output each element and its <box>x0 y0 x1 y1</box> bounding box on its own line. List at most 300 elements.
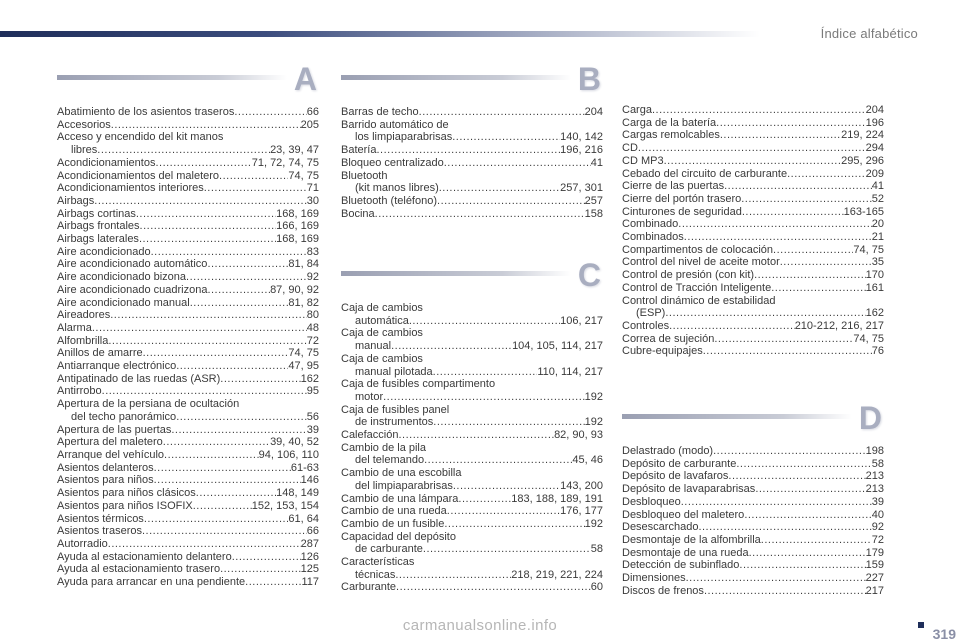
entry-term: los limpiaparabrisas <box>355 131 453 144</box>
index-entry <box>341 144 603 157</box>
entry-pages: 294 <box>865 142 884 155</box>
index-list-b <box>341 106 603 220</box>
section-b <box>341 61 603 220</box>
section-a <box>57 61 319 589</box>
index-entry-line <box>622 218 884 231</box>
entry-term: Cambio de una lámpara <box>341 492 459 505</box>
leader-dots <box>204 182 307 195</box>
entry-term: Depósito de lavafaros <box>622 470 729 483</box>
leader-dots <box>771 282 865 295</box>
index-entry <box>57 385 319 398</box>
entry-pages: 168, 169 <box>276 207 319 220</box>
index-entry-line <box>622 320 884 333</box>
leader-dots <box>171 424 306 437</box>
leader-dots <box>749 547 866 560</box>
entry-term: Cambio de una escobilla <box>341 467 462 480</box>
index-entry-line <box>622 295 884 308</box>
leader-dots <box>444 518 584 531</box>
leader-dots <box>97 144 270 157</box>
index-entry <box>57 284 319 297</box>
index-entry <box>622 547 884 560</box>
index-entry-line <box>57 208 319 221</box>
leader-dots <box>92 322 307 335</box>
index-entry <box>622 129 884 142</box>
index-entry <box>57 297 319 310</box>
entry-pages: 21 <box>871 231 884 244</box>
entry-term: Acondicionamientos interiores <box>57 182 204 195</box>
leader-dots <box>755 483 865 496</box>
index-entry-line <box>622 445 884 458</box>
leader-dots <box>108 538 301 551</box>
leader-dots <box>220 373 300 386</box>
index-entry-line <box>57 551 319 564</box>
index-entry-line <box>57 119 319 132</box>
index-entry-line <box>57 513 319 526</box>
index-entry-subline <box>341 315 603 328</box>
leader-dots <box>698 521 871 534</box>
entry-term: libres <box>71 144 98 157</box>
entry-term: Acondicionamientos del maletero <box>57 169 220 182</box>
entry-pages: 170 <box>865 269 884 282</box>
leader-dots <box>452 131 560 144</box>
entry-term: motor <box>355 390 384 403</box>
leader-dots <box>186 271 307 284</box>
entry-term: Combinado <box>622 218 679 231</box>
index-entry-line <box>341 505 603 518</box>
entry-term: Asientos para niños clásicos <box>57 487 196 500</box>
entry-pages: 71 <box>306 182 319 195</box>
index-entry <box>57 220 319 233</box>
section-letter-c: C <box>577 257 601 293</box>
index-entry-line <box>57 322 319 335</box>
index-entry-subline <box>341 454 603 467</box>
section-header-d <box>622 400 884 445</box>
entry-pages: 95 <box>306 385 319 398</box>
index-entry-line <box>57 170 319 183</box>
leader-dots <box>398 429 554 442</box>
entry-term: Barrido automático de <box>341 118 449 131</box>
index-entry-line <box>57 424 319 437</box>
entry-term: Acceso y encendido del kit manos <box>57 131 224 144</box>
entry-term: Bluetooth <box>341 169 388 182</box>
section-divider <box>622 414 852 419</box>
entry-pages: 76 <box>871 345 884 358</box>
entry-term: Correa de sujeción <box>622 332 715 345</box>
index-entry-line <box>622 345 884 358</box>
index-entry-subline <box>57 411 319 424</box>
entry-pages: 204 <box>865 104 884 116</box>
index-entry <box>622 559 884 572</box>
entry-pages: 20 <box>871 218 884 231</box>
entry-pages: 72 <box>871 533 884 546</box>
index-entry-line <box>622 269 884 282</box>
index-entry <box>57 500 319 513</box>
entry-term: Cambio de una rueda <box>341 505 447 518</box>
entry-pages: 166, 169 <box>276 220 319 233</box>
entry-term: (ESP) <box>636 307 666 320</box>
entry-pages: 81, 82 <box>288 296 319 309</box>
index-entry <box>341 556 603 581</box>
index-entry-line <box>341 327 603 340</box>
leader-dots <box>423 543 591 556</box>
entry-term: Ayuda al estacionamiento trasero <box>57 563 221 576</box>
entry-pages: 146 <box>300 474 319 487</box>
index-entry <box>341 195 603 208</box>
index-entry-line <box>57 182 319 195</box>
leader-dots <box>110 309 307 322</box>
index-entry <box>341 378 603 403</box>
leader-dots <box>396 581 591 594</box>
entry-term: Aire acondicionado <box>57 245 151 258</box>
leader-dots <box>424 454 572 467</box>
leader-dots <box>94 195 306 208</box>
index-entry <box>57 360 319 373</box>
leader-dots <box>376 144 560 157</box>
leader-dots <box>409 315 560 328</box>
entry-term: Asientos para niños <box>57 474 154 487</box>
index-entry-line <box>622 282 884 295</box>
entry-pages: 74, 75 <box>853 243 884 256</box>
index-entry-line <box>341 531 603 544</box>
index-entry-line <box>57 347 319 360</box>
index-entry-line <box>622 547 884 560</box>
index-entry-line <box>622 572 884 585</box>
leader-dots <box>176 411 307 424</box>
entry-term: Abatimiento de los asientos traseros <box>57 106 235 118</box>
entry-pages: 168, 169 <box>276 233 319 246</box>
entry-pages: 74, 75 <box>288 347 319 360</box>
leader-dots <box>741 193 872 206</box>
index-entry <box>57 335 319 348</box>
entry-pages: 41 <box>871 180 884 193</box>
entry-term: Cubre-equipajes <box>622 345 703 358</box>
index-entry-line <box>341 518 603 531</box>
entry-term: Anillos de amarre <box>57 347 143 360</box>
index-entry-line <box>341 170 603 183</box>
leader-dots <box>142 525 307 538</box>
index-entry <box>57 462 319 475</box>
index-entry <box>622 496 884 509</box>
leader-dots <box>419 106 585 119</box>
entry-term: Aire acondicionado automático <box>57 258 208 271</box>
index-entry <box>57 195 319 208</box>
entry-pages: 295, 296 <box>841 154 884 167</box>
entry-pages: 152, 153, 154 <box>251 499 319 512</box>
index-entry-line <box>341 581 603 594</box>
entry-term: Desmontaje de la alfombrilla <box>622 533 761 546</box>
leader-dots <box>787 168 866 181</box>
index-entry <box>57 449 319 462</box>
entry-term: Cargas remolcables <box>622 129 720 142</box>
entry-pages: 40 <box>871 508 884 521</box>
leader-dots <box>739 559 865 572</box>
entry-term: Desescarchado <box>622 521 699 534</box>
entry-term: Bluetooth (teléfono) <box>341 194 438 207</box>
entry-term: Desbloqueo del maletero <box>622 508 745 521</box>
index-entry-line <box>341 467 603 480</box>
index-list-a <box>57 106 319 589</box>
index-entry-line <box>57 385 319 398</box>
index-entry <box>57 538 319 551</box>
index-entry <box>622 333 884 346</box>
leader-dots <box>151 246 307 259</box>
leader-dots <box>193 500 252 513</box>
index-entry <box>57 525 319 538</box>
index-entry-line <box>57 474 319 487</box>
entry-term: de carburante <box>355 543 423 556</box>
index-entry <box>57 182 319 195</box>
index-entry-subline <box>341 131 603 144</box>
entry-term: Desmontaje de una rueda <box>622 546 749 559</box>
index-entry-line <box>622 458 884 471</box>
entry-pages: 117 <box>301 576 319 589</box>
index-entry-line <box>341 195 603 208</box>
entry-pages: 125 <box>300 563 319 576</box>
leader-dots <box>232 551 301 564</box>
entry-pages: 71, 72, 74, 75 <box>251 156 319 169</box>
index-entry <box>57 474 319 487</box>
index-entry <box>57 347 319 360</box>
entry-pages: 162 <box>300 372 319 385</box>
entry-term: del techo panorámico <box>71 410 177 423</box>
entry-pages: 60 <box>590 581 603 594</box>
index-entry-line <box>622 470 884 483</box>
index-entry-subline <box>341 569 603 582</box>
index-entry <box>57 436 319 449</box>
top-accent-bar <box>0 31 760 37</box>
entry-pages: 104, 105, 114, 217 <box>512 340 603 353</box>
index-entry <box>622 585 884 598</box>
index-entry <box>341 505 603 518</box>
section-letter-a: A <box>293 61 317 97</box>
entry-pages: 56 <box>306 410 319 423</box>
entry-pages: 66 <box>306 525 319 538</box>
index-entry <box>622 104 884 117</box>
entry-pages: 106, 217 <box>560 314 603 327</box>
entry-pages: 30 <box>306 194 319 207</box>
index-entry-line <box>622 534 884 547</box>
entry-pages: 148, 149 <box>276 487 319 500</box>
entry-term: automática <box>355 314 409 327</box>
index-entry <box>341 208 603 221</box>
entry-term: Cierre del portón trasero <box>622 192 742 205</box>
entry-term: Bocina <box>341 207 375 220</box>
entry-pages: 257 <box>584 194 603 207</box>
entry-pages: 74, 75 <box>288 169 319 182</box>
index-entry-line <box>341 353 603 366</box>
entry-pages: 209 <box>865 167 884 180</box>
entry-term: técnicas <box>355 568 396 581</box>
leader-dots <box>638 142 866 155</box>
leader-dots <box>395 569 511 582</box>
index-entry <box>341 467 603 492</box>
index-entry <box>341 404 603 429</box>
leader-dots <box>196 487 276 500</box>
section-c-continued <box>622 104 884 358</box>
index-entry <box>57 119 319 132</box>
entry-term: del telemando <box>355 454 425 467</box>
entry-term: Arranque del vehículo <box>57 448 165 461</box>
index-entry-line <box>622 142 884 155</box>
leader-dots <box>136 208 276 221</box>
index-entry-line <box>57 436 319 449</box>
index-entry <box>622 206 884 219</box>
index-entry <box>57 563 319 576</box>
entry-pages: 218, 219, 221, 224 <box>511 568 603 581</box>
index-entry <box>622 458 884 471</box>
index-entry <box>57 322 319 335</box>
entry-term: Calefacción <box>341 429 399 442</box>
index-entry <box>622 155 884 168</box>
index-entry-line <box>57 220 319 233</box>
index-entry <box>57 106 319 119</box>
leader-dots <box>245 576 301 589</box>
index-entry-line <box>341 144 603 157</box>
index-entry-line <box>622 496 884 509</box>
section-letter-b: B <box>577 61 601 97</box>
leader-dots <box>754 269 866 282</box>
leader-dots <box>155 157 251 170</box>
entry-pages: 61-63 <box>290 461 319 474</box>
index-entry <box>341 170 603 195</box>
entry-term: Asientos para niños ISOFIX <box>57 499 193 512</box>
entry-pages: 92 <box>306 271 319 284</box>
entry-pages: 87, 90, 92 <box>270 283 319 296</box>
index-entry <box>57 576 319 589</box>
entry-term: Cambio de un fusible <box>341 517 445 530</box>
entry-term: Asientos delanteros <box>57 461 154 474</box>
entry-term: Detección de subinflado <box>622 559 740 572</box>
index-entry-line <box>622 559 884 572</box>
index-entry-line <box>341 404 603 417</box>
section-header-b <box>341 61 603 106</box>
entry-pages: 257, 301 <box>560 182 603 195</box>
index-entry <box>622 534 884 547</box>
entry-term: Apertura del maletero <box>57 436 163 449</box>
entry-term: Combinados <box>622 231 684 244</box>
entry-term: Control del nivel de aceite motor <box>622 256 780 269</box>
entry-pages: 205 <box>300 118 319 131</box>
entry-term: Depósito de carburante <box>622 457 737 470</box>
index-entry <box>341 327 603 352</box>
index-entry <box>57 271 319 284</box>
index-entry <box>57 309 319 322</box>
entry-pages: 196, 216 <box>560 144 603 157</box>
entry-pages: 82, 90, 93 <box>554 429 603 442</box>
entry-pages: 58 <box>871 457 884 470</box>
index-entry-line <box>57 563 319 576</box>
index-entry <box>622 244 884 257</box>
entry-term: CD <box>622 142 638 155</box>
leader-dots <box>433 416 584 429</box>
leader-dots <box>437 195 585 208</box>
leader-dots <box>154 474 301 487</box>
index-entry-line <box>622 129 884 142</box>
index-entry <box>622 180 884 193</box>
index-entry-line <box>57 398 319 411</box>
leader-dots <box>720 129 841 142</box>
index-entry-line <box>622 104 884 117</box>
entry-term: (kit manos libres) <box>355 182 439 195</box>
entry-term: Aire acondicionado cuadrizona <box>57 283 208 296</box>
entry-term: Airbags frontales <box>57 220 140 233</box>
entry-pages: 39 <box>871 495 884 508</box>
entry-pages: 80 <box>306 309 319 322</box>
index-entry-line <box>622 155 884 168</box>
entry-pages: 72 <box>306 334 319 347</box>
index-entry-line <box>622 117 884 130</box>
entry-term: Aireadores <box>57 309 111 322</box>
leader-dots <box>143 347 289 360</box>
entry-pages: 35 <box>871 256 884 269</box>
index-entry <box>622 509 884 522</box>
section-divider <box>341 271 571 276</box>
entry-pages: 45, 46 <box>572 454 603 467</box>
entry-pages: 217 <box>865 584 884 597</box>
index-entry-subline <box>341 182 603 195</box>
entry-term: Control de Tracción Inteligente <box>622 281 772 294</box>
entry-pages: 196 <box>865 116 884 129</box>
index-entry <box>622 282 884 295</box>
leader-dots <box>207 284 270 297</box>
index-entry <box>622 345 884 358</box>
index-entry-line <box>57 233 319 246</box>
entry-pages: 41 <box>590 156 603 169</box>
index-entry <box>57 246 319 259</box>
index-entry-line <box>57 284 319 297</box>
entry-term: Caja de cambios <box>341 352 423 365</box>
index-entry-line <box>341 106 603 119</box>
entry-pages: 47, 95 <box>288 360 319 373</box>
entry-term: de instrumentos <box>355 416 434 429</box>
entry-pages: 176, 177 <box>560 505 603 518</box>
entry-term: Control de presión (con kit) <box>622 269 755 282</box>
leader-dots <box>220 563 301 576</box>
index-entry-line <box>622 168 884 181</box>
leader-dots <box>391 340 512 353</box>
entry-pages: 192 <box>584 517 603 530</box>
entry-term: Delastrado (modo) <box>622 445 714 457</box>
leader-dots <box>383 391 585 404</box>
section-letter-d: D <box>858 400 882 436</box>
entry-pages: 192 <box>584 390 603 403</box>
index-entry <box>622 193 884 206</box>
entry-pages: 23, 39, 47 <box>270 144 319 157</box>
entry-pages: 161 <box>865 281 884 294</box>
index-entry-line <box>622 244 884 257</box>
index-entry-line <box>622 206 884 219</box>
index-entry-line <box>622 521 884 534</box>
entry-term: Ayuda para arrancar en una pendiente <box>57 576 246 589</box>
page-number: 319 <box>932 626 956 642</box>
index-entry-line <box>341 429 603 442</box>
entry-pages: 39 <box>306 423 319 436</box>
index-entry <box>57 398 319 423</box>
index-entry-line <box>57 500 319 513</box>
index-entry-line <box>622 585 884 598</box>
index-entry-subline <box>57 144 319 157</box>
leader-dots <box>111 119 301 132</box>
leader-dots <box>716 117 865 130</box>
index-entry <box>622 445 884 458</box>
entry-term: Barras de techo <box>341 106 419 118</box>
entry-pages: 52 <box>871 192 884 205</box>
index-entry <box>341 518 603 531</box>
index-entry-subline <box>341 391 603 404</box>
index-entry <box>622 256 884 269</box>
index-entry-line <box>341 378 603 391</box>
entry-pages: 198 <box>865 445 884 457</box>
